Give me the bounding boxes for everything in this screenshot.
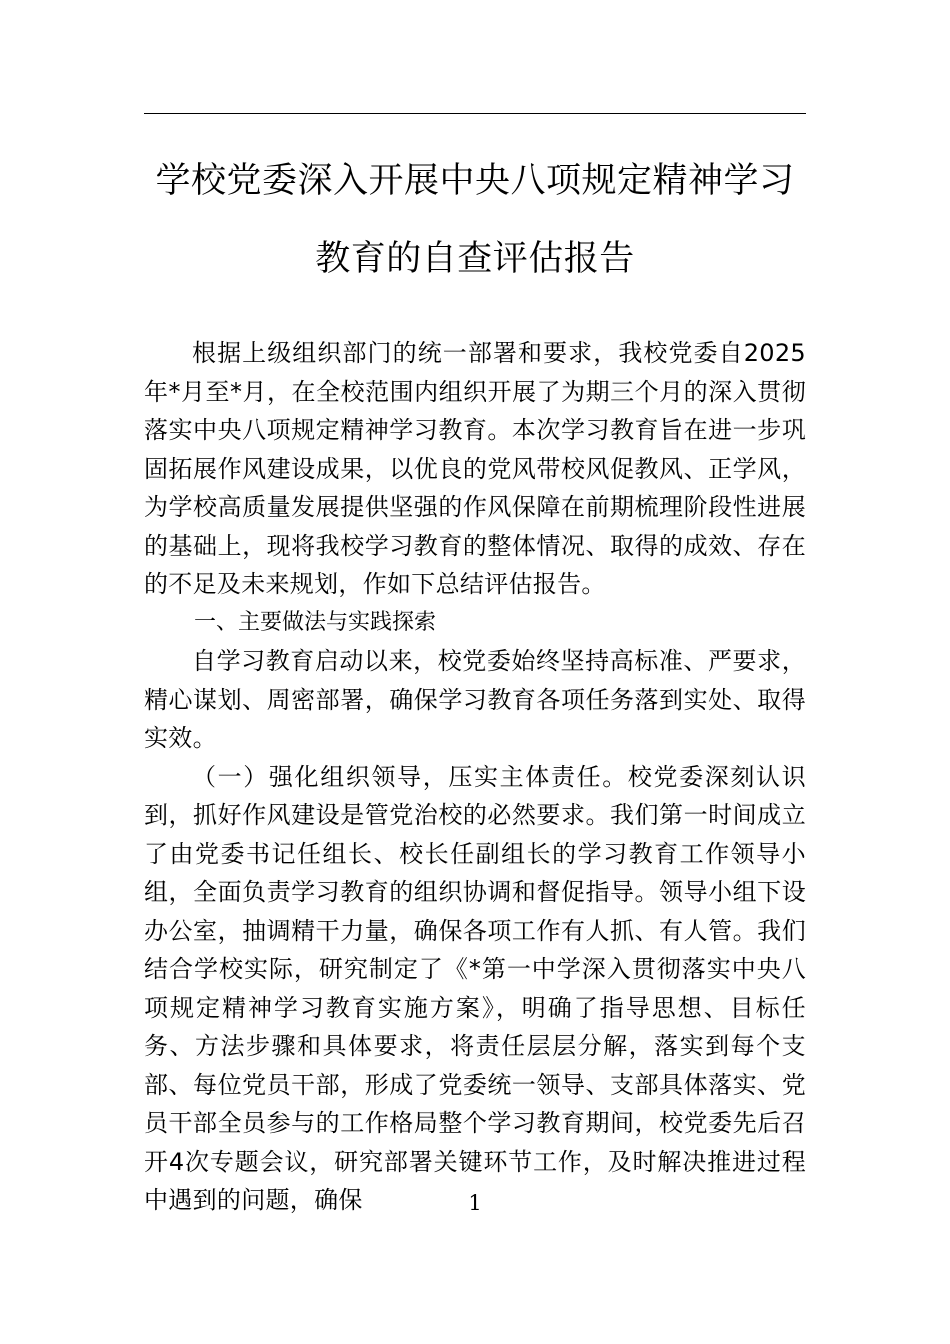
section-heading: 一、主要做法与实践探索 bbox=[194, 609, 437, 635]
document-title: 学校党委深入开展中央八项规定精神学习教育的自查评估报告 bbox=[155, 161, 795, 279]
document-body bbox=[144, 334, 806, 1220]
section-intro-paragraph: 自学习教育启动以来，校党委始终坚持高标准、严要求，精心谋划、周密部署，确保学习教育各项任务落到实处、取得实效。 bbox=[144, 647, 806, 752]
intro-paragraph: 根据上级组织部门的统一部署和要求，我校党委自2025年*月至*月，在全校范围内组织开展了为期三个月的深入贯彻落实中央八项规定精神学习教育。本次学习教育旨在进一步巩固拓展作风建设成果，以优良的党风带校风促教风、正学风，为学校高质量发展提供坚强的作风保障在前期梳理阶段性进展的基础上，现将我校学习教育的整体情况、取得的成效、存在的不足及未来规划，作如下总结评估报告。 bbox=[144, 339, 806, 598]
header-rule bbox=[144, 113, 806, 114]
page-number: 1 bbox=[468, 1191, 482, 1215]
subsection-paragraph: （一）强化组织领导，压实主体责任。校党委深刻认识到，抓好作风建设是管党治校的必然要求。我们第一时间成立了由党委书记任组长、校长任副组长的学习教育工作领导小组，全面负责学习教育的组织协调和督促指导。领导小组下设办公室，抽调精干力量，确保各项工作有人抓、有人管。我们结合学校实际，研究制定了《*第一中学深入贯彻落实中央八项规定精神学习教育实施方案》，明确了指导思想、目标任务、方法步骤和具体要求，将责任层层分解，落实到每个支部、每位党员干部，形成了党委统一领导、支部具体落实、党员干部全员参与的工作格局整个学习教育期间，校党委先后召开4次专题会议，研究部署关键环节工作，及时解决推进过程中遇到的问题，确保 bbox=[144, 762, 806, 1214]
